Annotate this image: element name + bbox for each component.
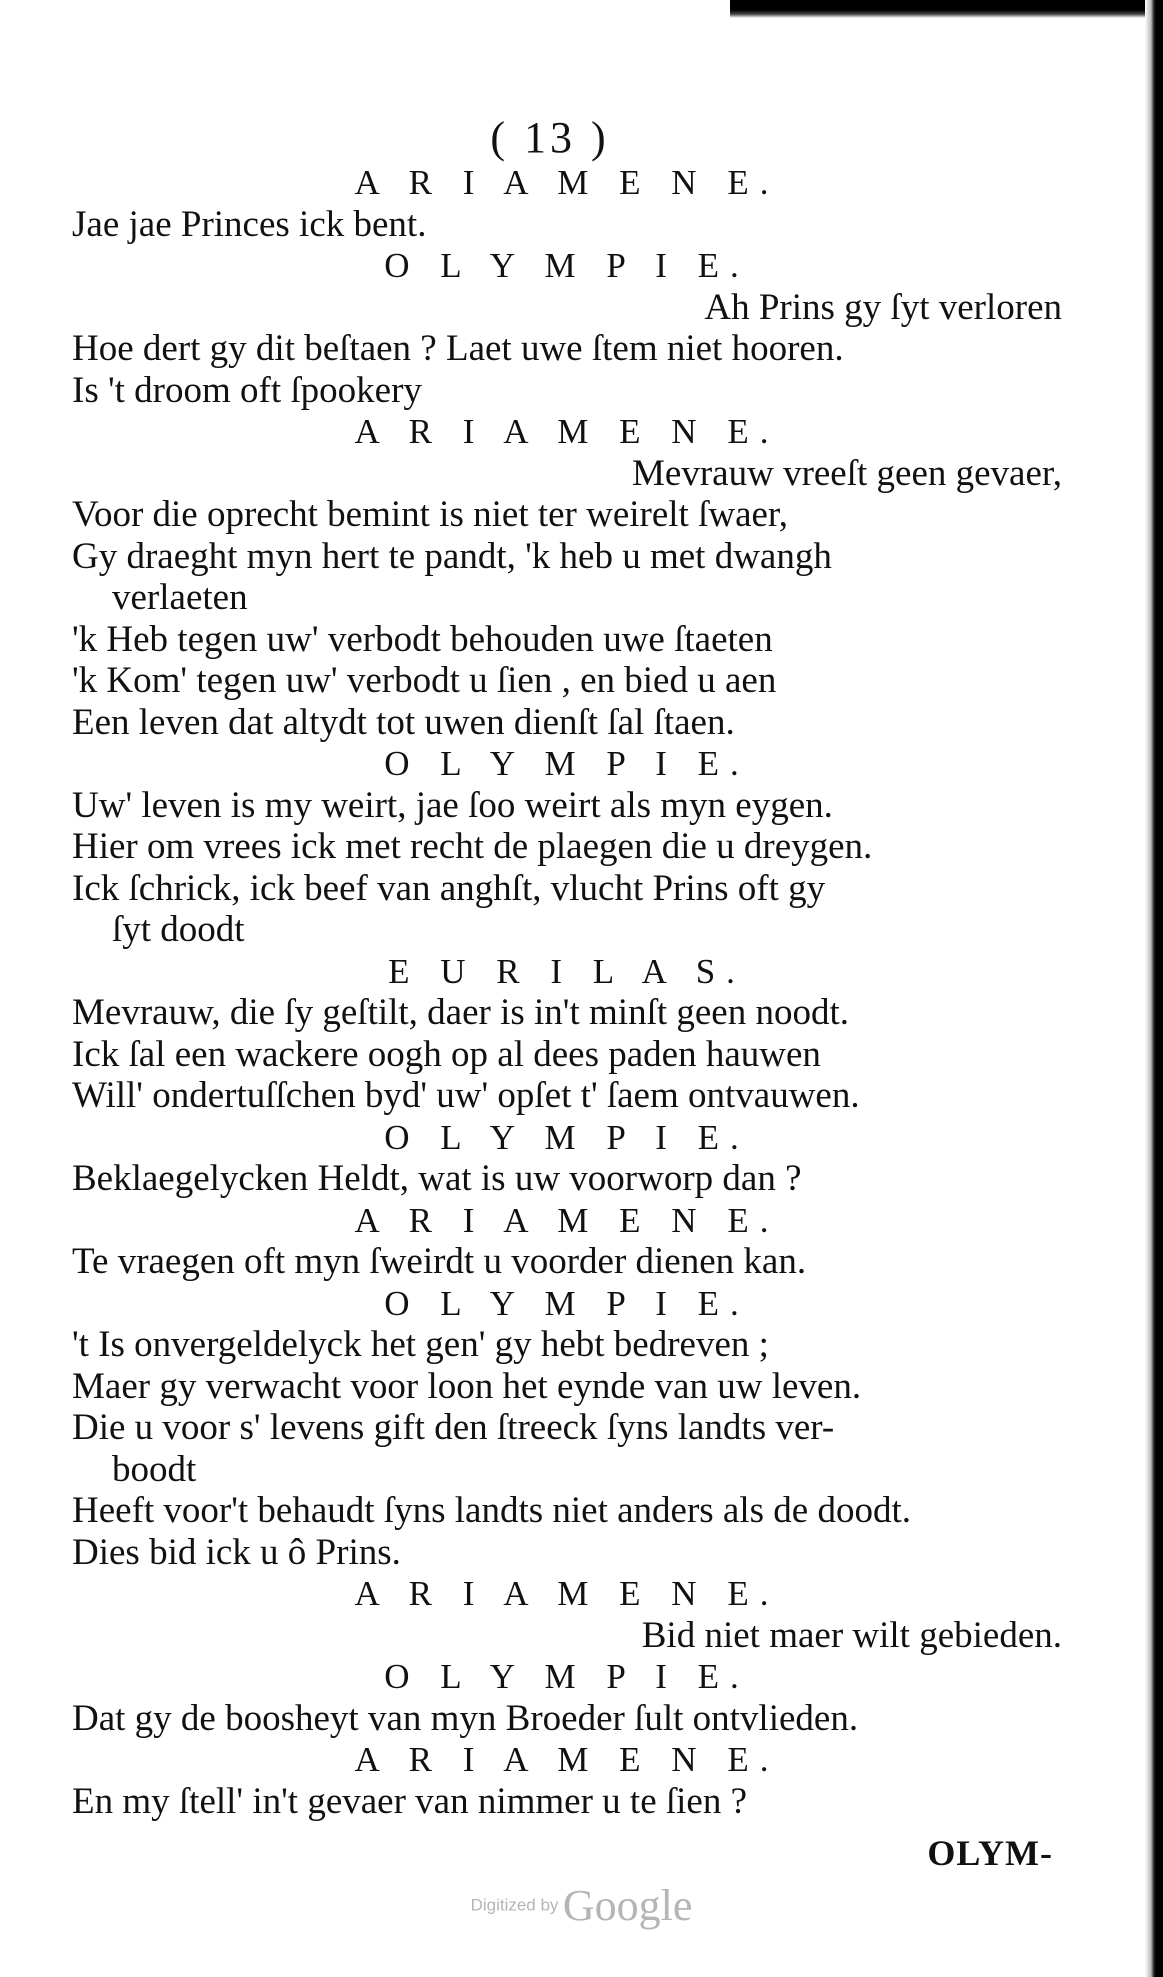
verse-line: Hier om vrees ick met recht de plaegen die u dreygen. [72, 826, 873, 867]
verse-line: En my ſtell' in't gevaer van nimmer u te ſien ? [72, 1780, 748, 1822]
speaker-name: O L Y M P I E. [384, 246, 750, 285]
verse-line: Ick ſchrick, ick beef van anghſt, vlucht Prins oft gy [72, 867, 826, 909]
catchword: OLYM- [927, 1833, 1053, 1873]
verse-line-partial: Mevrauw vreeſt geen gevaer, [632, 452, 1062, 494]
page-number: ( 13 ) [490, 113, 610, 162]
verse-line: Gy draeght myn hert te pandt, 'k heb u met dwangh [72, 535, 832, 577]
verse-line: Die u voor s' levens gift den ſtreeck ſyns landts ver- [72, 1407, 835, 1448]
speaker-name: O L Y M P I E. [384, 1117, 750, 1157]
verse-line: Hoe dert gy dit beſtaen ? Laet uwe ſtem niet hooren. [72, 328, 844, 369]
speaker-name: A R I A M E N E. [354, 1574, 780, 1613]
speaker-name: O L Y M P I E. [384, 1283, 750, 1323]
verse-line: Is 't droom oft ſpookery [72, 369, 422, 411]
speaker-name: O L Y M P I E. [384, 1657, 750, 1696]
verse-line: 't Is onvergeldelyck het gen' gy hebt bedreven ; [72, 1324, 769, 1365]
speaker-name: O L Y M P I E. [384, 744, 750, 783]
page-edge-shadow-right [1145, 0, 1163, 1977]
verse-line: Dat gy de boosheyt van myn Broeder ſult ontvlieden. [72, 1697, 859, 1739]
digitized-watermark [0, 1880, 1163, 1931]
google-logo: Google [562, 1881, 693, 1930]
verse-line: Te vraegen oft myn ſweirdt u voorder dienen kan. [72, 1241, 807, 1282]
speaker-name: A R I A M E N E. [354, 1200, 780, 1240]
verse-line-partial: Ah Prins gy ſyt verloren [704, 286, 1062, 328]
verse-line-continuation: ſyt doodt [112, 909, 245, 950]
verse-line: Will' ondertuſſchen byd' uw' opſet t' ſaem ontvauwen. [72, 1075, 860, 1116]
speaker-name: A R I A M E N E. [354, 412, 780, 451]
verse-line: Dies bid ick u ô Prins. [72, 1531, 401, 1573]
verse-line-continuation: boodt [112, 1448, 197, 1490]
verse-line: Maer gy verwacht voor loon het eynde van uw leven. [72, 1365, 862, 1407]
verse-line: Heeft voor't behaudt ſyns landts niet anders als de doodt. [72, 1490, 911, 1531]
watermark-prefix: Digitized by [470, 1895, 559, 1915]
verse-line: Voor die oprecht bemint is niet ter weirelt ſwaer, [72, 494, 789, 535]
speaker-name: A R I A M E N E. [354, 163, 780, 202]
speaker-name: E U R I L A S. [388, 951, 746, 991]
verse-line: Mevrauw, die ſy geſtilt, daer is in't minſt geen noodt. [72, 992, 849, 1033]
speaker-name: A R I A M E N E. [354, 1740, 780, 1779]
verse-line-partial: Bid niet maer wilt gebieden. [641, 1614, 1062, 1656]
verse-line-continuation: verlaeten [112, 577, 248, 618]
verse-line: Een leven dat altydt tot uwen dienſt ſal ſtaen. [72, 701, 735, 743]
verse-line: Jae jae Princes ick bent. [72, 203, 427, 245]
play-text [72, 162, 1062, 1822]
verse-line: Uw' leven is my weirt, jae ſoo weirt als myn eygen. [72, 784, 833, 826]
verse-line: Ick ſal een wackere oogh op al dees paden hauwen [72, 1033, 821, 1075]
page-edge-shadow-top [730, 0, 1163, 18]
verse-line: Beklaegelycken Heldt, wat is uw voorworp dan ? [72, 1158, 802, 1199]
verse-line: 'k Kom' tegen uw' verbodt u ſien , en bied u aen [72, 660, 777, 701]
verse-line: 'k Heb tegen uw' verbodt behouden uwe ſtaeten [72, 618, 773, 660]
